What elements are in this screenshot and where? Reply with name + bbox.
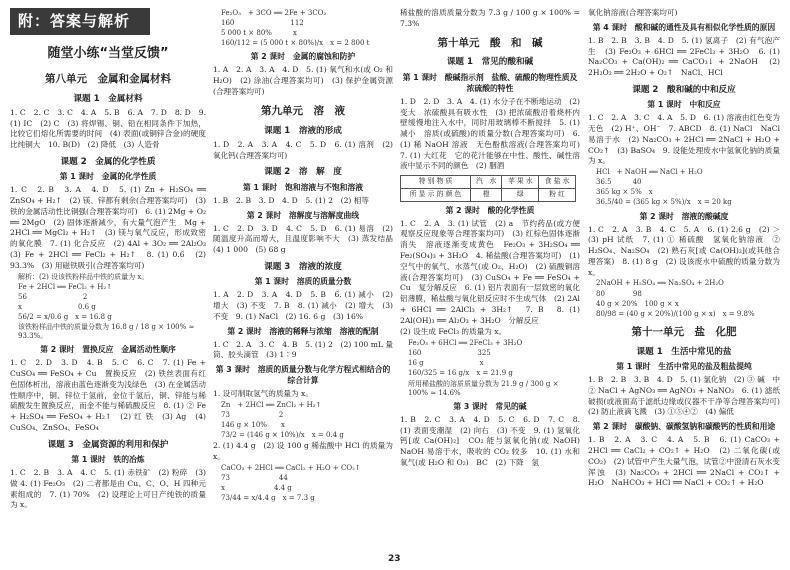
period-title: 第 2 课时 碳酸钠、碳酸氢钠和碳酸钙的性质和用途 [592,422,776,432]
period-title: 第 1 课时 酸碱指示剂 盐酸、硫酸的物理性质及浓硫酸的特性 [402,72,578,93]
lesson-title: 课题 1 生活中常见的盐 [636,346,732,357]
answer-paragraph: 1. C 2. A 3. B 4. C 5. A 6. (1) 2.6 g (2) ＞ (3) pH 试纸 7. (1) ① 稀硫酸 氢氧化钠溶液 ② H₂SO₄、Na₂SO₄ (2) 熟石灰[或 Ca(OH)₂](或其他合理答案) 8. (1) 8 g (2) 设该废水中硫酸的质量分数为 x。 [588,224,788,277]
column-3 [400,8,588,550]
answer-paragraph: 1. D 2. D 3. A 4. (1) 水分子在不断地运动 (2) 变大 浓硫酸具有吸水性 (3) 把浓硫酸沿着烧杯内壁缓慢地注入水中，同时用玻璃棒不断搅拌 5. (1) 减小 溶质(或硫酸)的质量分数(合理答案均可) 6. (1) 稀 NaOH 溶液 无色酚酞溶液(合理答案均可) 7. (1) 大红花 它的花汁能够在中性、酸性、碱性溶液中显示不同的颜色 (2) 胭酒 [400,96,588,171]
period-title: 第 1 课时 金属的化学性质 [59,172,157,182]
answer-paragraph: 1. C 2. B 3. A 4. C 5. (1) 赤铁矿 (2) 粉碎 (3) 做 4. (1) Fe₂O₃ (2) 二者都是由 Cu、C、O、H 四种元素组成的 7. (1) 70% (2) 设理论上可日产纯铁的质量为 x。 [10,467,206,510]
indicator-table [400,175,576,201]
lesson-title: 课题 2 酸和碱的中和反应 [632,84,736,95]
calc-line: 56 2 [18,292,88,301]
calc-line: Fe₂O₃ + 6HCl ══ 2FeCl₃ + 3H₂O [408,339,523,348]
period-title: 第 4 课时 酸和碱的通性及具有相似化学性质的原因 [592,22,776,32]
answer-paragraph: 1. C 2. A 3. C 4. A 5. D 6. (1) 溶液由红色变为无色 (2) H⁺、OH⁻ 7. ABCD 8. (1) NaCl NaCl 易溶于水 (2) Na₂CO₃ + 2HCl ══ 2NaCl + H₂O + CO₂↑ (3) BaSO₄ 9. 设能处理废水中氢氧化钠的质量为 x。 [588,113,780,166]
table-cell: 粉 红 [539,188,576,201]
period-title: 第 2 课时 酸的化学性质 [445,205,535,215]
calc-line: 该铁粉样品中铁的质量分数为 16.8 g / 18 g × 100% ≈ 93.3%。 [18,322,195,341]
calc-line: 160/325 = 16 g/x x = 21.9 g [408,369,513,378]
column-2 [213,8,401,550]
calc-line: Zn + 2HCl ══ ZnCl₂ + H₂↑ [221,401,322,410]
answer-paragraph: 1. C 2. A 3. C 4. B 5. (1) 2 (2) 100 mL 量筒、胶头滴管 (3) 1∶9 [213,339,393,360]
unit-11-title: 第十一单元 盐 化肥 [631,325,737,338]
table-row [401,176,576,189]
period-title: 第 1 课时 中和反应 [647,100,721,110]
period-title: 第 2 课时 溶解度与溶解度曲线 [246,210,360,220]
calc-line: 36.5 40 [596,178,642,187]
column-1 [10,8,214,550]
calc-line: CaCO₃ + 2HCl ══ CaCl₂ + H₂O + CO₂↑ [221,463,361,472]
answer-paragraph: 1. C 2. C 3. C 4. A 5. B 6. A 7. D 8. D 9. (1) IC (2) C (3) 将焊锡、铜、铅在相同条件下加热，比较它们熔化所需要的时间 (4) 表面(或铜锌合金)的硬度比纯铜大 10. B(D) (2) 降低 (3) 人造骨 [10,107,206,150]
answer-paragraph: 1. C 2. A 3. (1) 试管 (2) a 节约药品(或方便观察反应现象等合理答案均可) (3) 红棕色固体逐渐消失 溶液逐渐变成黄色 Fe₂O₃ + 3H₂SO₄ ══ Fe₂(SO₄)₃ + 3H₂O 4. 稀盐酸(合理答案均可) (1) 空气中的氧气、水蒸气(或 O₂、H₂O) (2) 硫酸铜溶液(合理答案均可) (3) CuSO₄ + Fe ══ FeSO₄ + Cu 复分解反应 6. (1) 铝片表面有一层致密的氧化铝薄膜，稀盐酸与氧化铝反应时不生成气体 (2) 2Al + 6HCl ══ 2AlCl₃ + 3H₂↑ 7. B 8. (1) 2Al(OH)₃ ══ Al₂O₃ + 3H₂O 分解反应 [400,218,580,325]
period-title: 第 2 课时 置换反应 金属活动性顺序 [40,345,176,355]
answer-paragraph: 1. A 2. D 3. A 4. D 5. B 6. (1) 减小 (2) 增大 (3) 不变 7. B 8. (1) 减小 (2) 增大 (3) 不变 9. (1) NaCl (2) 16. 6 g (3) 16% [213,290,393,321]
lesson-title: 课题 1 金属材料 [73,93,143,104]
period-title: 第 1 课时 饱和溶液与不饱和溶液 [242,182,363,192]
page-number: 23 [388,554,401,564]
calc-line: 73 2 [221,411,284,420]
calc-line: 160 112 [221,19,304,28]
period-title: 第 2 课时 溶液的酸碱度 [639,211,729,221]
unit-8-title: 第八单元 金属和金属材料 [45,72,171,85]
calc-line: Fe + 2HCl ══ FeCl₂ + H₂↑ [18,282,113,291]
table-cell: 汽 水 [471,176,502,189]
answer-paragraph: 1. B 2. B 3. B 4. D 5. (1) 氢离子 (2) 有气泡产生 (3) Fe₂O₃ + 6HCl ══ 2FeCl₃ + 3H₂O 6. (1) Na₂CO₃ + Ca(OH)₂ ══ CaCO₃↓ + 2NaOH (2) 2H₂O₂ ══ 2H₂O + O₂↑ NaCl、HCl [588,35,780,78]
answer-paragraph: 1. C 2. B 3. A 4. D 5. (1) Zn + H₂SO₄ ══ ZnSO₄ + H₂↑ (2) 镁、锌都有剩余(合理答案均可) (3) 铁的金属活动性比铜强(合理答案均可) 6. (1) 2Mg + O₂ ══ 2MgO (2) 固体逐渐减少，有大量气泡产生 Mg + 2HCl ══ MgCl₂ + H₂↑ (3) 镁与氧气反应，形成致密的氧化膜 7. (1) 化合反应 (2) 4Al + 3O₂ ══ 2Al₂O₃ (3) Fe + 2HCl ══ FeCl₂ + H₂↑ 8. (1) 0.6 (2) 93.3% (3) 用磁铁吸引(合理答案均可) [10,185,214,270]
period-title: 第 3 课时 常见的碱 [453,401,527,411]
answer-paragraph: 1. D 2. A 3. A 4. C 5. D 6. (1) 溶剂 (2) 氧化钙(合理答案均可) [213,139,393,160]
lesson-title: 课题 3 金属资源的利用和保护 [47,439,169,450]
period-title: 第 2 课时 溶液的稀释与浓缩 溶液的配制 [227,326,379,336]
calc-line: 73/44 = x/4.4 g x = 7.3 g [221,494,315,503]
calc-line: 36.5/40 = (365 kg × 5%)/x x = 20 kg [596,198,732,207]
answer-paragraph: 1. C 2. D 3. D 4. C 5. D 6. (1) 易溶 (2) 随温度升高而增大，且温度影响不大 (3) 蒸发结晶 (4) 1 000 (5) 68 g [213,223,401,255]
table-row [401,188,576,201]
period-title: 第 2 课时 金属的腐蚀和防护 [250,52,356,62]
answer-paragraph: 1. C 2. D 3. D 4. B 5. C 6. C 7. (1) Fe + CuSO₄ ══ FeSO₄ + Cu 置换反应 (2) 铁丝表面有红色固体析出，溶液由蓝色逐渐变为浅绿色 (3) 在金属活动性顺序中，铜、锌位于氢前，金位于氢后，铜、锌能与稀硫酸发生置换反应，而金不能与稀硫酸反应 8. (1) ② Fe + H₂SO₄ ══ FeSO₄ + H₂↑ (2) 红 铁 (3) Ag (4) CuSO₄、ZnSO₄、FeSO₄ [10,358,206,432]
answer-paragraph: 1. B 2. C 3. A 4. D 5. C 6. D 7. C 8. (1) 表面变潮湿 (2) 向右 (3) 不变 9. (1) 氢氧化钙[或 Ca(OH)₂] CO₂ 能与氢氧化钠(或 NaOH) NaOH 易溶于水，吸收的 CO₂ 较多 10. (1) 水和氧气(或 H₂O 和 O₂) BC (2) 下降 氢 [400,414,588,467]
answer-paragraph: (2) 设生成 FeCl₃ 的质量为 x。 [400,327,507,337]
calc-line: 5 000 t × 80% x [221,29,297,38]
calc-line: 80/98 = (40 g × 20%)/(100 g × x) x = 9.8% [596,309,755,318]
calc-line: 解析：(2) 设该铁粉样品中铁的质量为 x。 [18,272,149,281]
calc-line: x 4.4 g [221,484,292,493]
column-4 [588,8,788,550]
answer-paragraph: 稀盐酸的溶质质量分数为 7.3 g / 100 g × 100% = 7.3% [400,8,580,28]
table-cell: 绿 [502,188,539,201]
table-cell: 所 显 示 的 颜 色 [401,188,471,201]
calc-line: 16 g x [408,359,484,368]
lesson-title: 课题 2 溶 解 度 [264,167,342,178]
calc-line: 80 98 [596,289,642,298]
calc-line: Fe₂O₃ + 3CO ══ 2Fe + 3CO₂ [221,9,327,17]
period-title: 第 1 课时 铁的冶炼 [71,454,145,464]
big-title: 随堂小练“当堂反馈” [47,46,169,62]
lesson-title: 课题 3 溶液的浓度 [264,261,342,272]
calc-line: 160/112 = (5 000 t × 80%)/x x = 2 800 t [221,39,370,48]
answer-banner: 附：答案与解析 [10,8,150,35]
calc-line: 所用稀盐酸的溶质质量分数为 21.9 g / 300 g × 100% ≈ 14.6% [408,379,559,397]
calc-line: 40 g × 20% 100 g × x [596,299,679,308]
answer-paragraph: 1. B 2. A 3. C 4. A 5. B 6. (1) CaCO₃ + 2HCl ══ CaCl₂ + CO₂↑ + H₂O (2) 二氧化碳(或 CO₂) (2) 试管中产生大量气泡，试管②中澄清石灰水变浑浊 (3) Na₂CO₃ + 2HCl ══ 2NaCl + CO₂↑ + H₂O NaHCO₃ + HCl ══ NaCl + CO₂↑ + H₂O [588,435,780,488]
lesson-title: 课题 1 溶液的形成 [264,125,342,136]
table-cell: 橙 [471,188,502,201]
answer-paragraph: 1. B 2. B 3. B 4. D 5. (1) 氯化钠 (2) ③ 碱 中 ② NaCl + AgNO₃ ══ AgNO₃ + NaNO₃ 6. (1) 滤纸破损(或液面高于滤纸边缘或仪器不干净等合理答案均可) (2) 防止液滴飞溅 (3) ①⑤④② (4) 偏低 [588,375,788,417]
answer-paragraph: 1. A 2. A 3. A 4. D 5. (1) 氧气和水(或 O₂ 和 H₂O) (2) 涂油(合理答案均可) (3) 保护金属资源(合理答案均可) [213,65,393,96]
calc-line: 73/2 = (146 g × 10%)/x x = 0.4 g [221,431,344,440]
answer-paragraph: 2. (1) 4.4 g (2) 设 100 g 稀盐酸中 HCl 的质量为 x。 [213,441,393,462]
answer-paragraph: 1. 设可制取氢气的质量为 x。 [213,389,313,399]
answer-paragraph: 1. B 2. B 3. D 4. D 5. (1) 2 (2) 相等 [213,195,369,205]
calc-line: 365 kg × 5% x [596,188,653,197]
lesson-title: 课题 2 金属的化学性质 [60,156,156,167]
unit-9-title: 第九单元 溶 液 [261,104,345,117]
period-title: 第 1 课时 生活中常见的盐及粗盐提纯 [616,361,752,371]
calc-line: x 0.6 g [18,302,96,311]
period-title: 第 1 课时 溶质的质量分数 [254,277,352,287]
calc-line: 56/2 = x/0.6 g x = 16.8 g [18,312,112,321]
table-cell: 食 盐 水 [539,176,576,189]
calc-line: 146 g × 10% x [221,421,285,430]
calc-line: 160 325 [408,349,491,358]
period-title: 第 3 课时 溶质的质量分数与化学方程式相结合的综合计算 [215,365,391,386]
answer-paragraph: 氧化钠溶液(合理答案均可) [588,8,678,17]
table-cell: 苹 果 水 [502,176,539,189]
lesson-title: 课题 1 常见的酸和碱 [446,57,534,68]
calc-line: HCl + NaOH ══ NaCl + H₂O [596,168,703,177]
table-cell: 特 别 物 质 [401,176,471,189]
unit-10-title: 第十单元 酸 和 碱 [437,36,543,49]
calc-line: 2NaOH + H₂SO₄ ══ Na₂SO₄ + 2H₂O [596,279,724,288]
calc-line: 73 44 [221,474,288,483]
